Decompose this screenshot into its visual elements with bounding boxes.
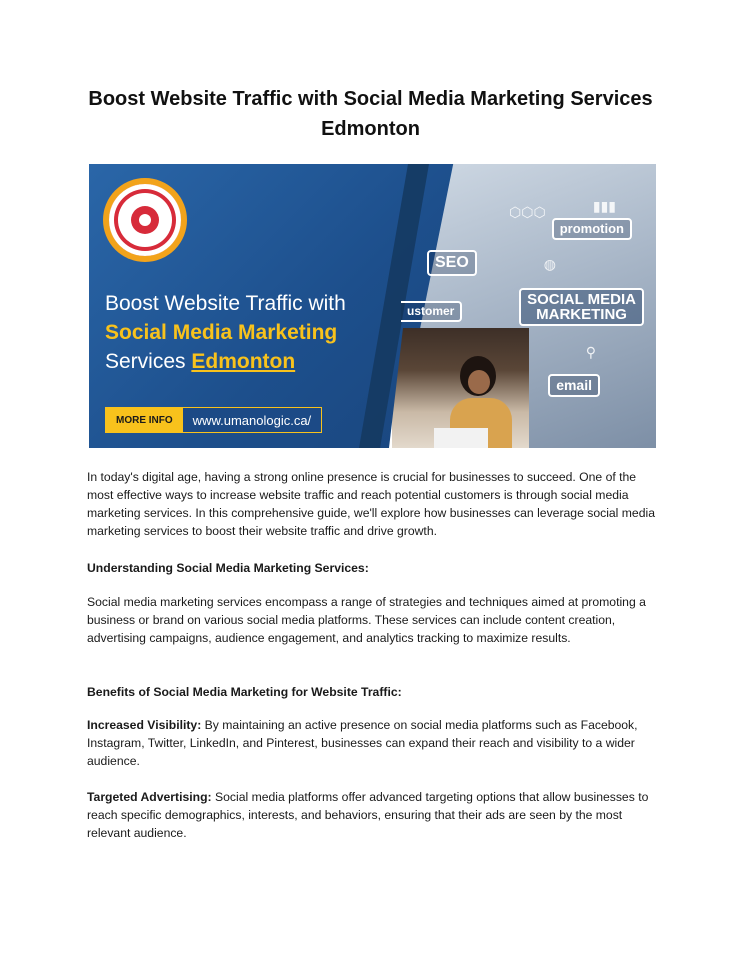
promotion-tag: promotion bbox=[552, 218, 632, 240]
hero-banner bbox=[89, 164, 656, 448]
banner-headline-line1: Boost Website Traffic with bbox=[105, 292, 346, 315]
benefit-body: Social media platforms offer advanced targeting options that allow businesses to reach specific demographics, interests, and behaviors, ensuring that their ads are seen by the most relevant audience. bbox=[87, 790, 649, 840]
laptop-icon bbox=[434, 428, 488, 448]
globe-icon: ◍ bbox=[543, 256, 556, 272]
page-title: Boost Website Traffic with Social Media Marketing Services Edmonton bbox=[88, 88, 653, 140]
customer-tag: ustomer bbox=[401, 301, 462, 322]
smm-line2: MARKETING bbox=[536, 306, 627, 323]
banner-headline-accent: Edmonton bbox=[191, 350, 296, 373]
logo-network-icon bbox=[131, 206, 159, 234]
company-logo bbox=[103, 178, 187, 262]
benefit-increased-visibility bbox=[87, 716, 657, 770]
more-info-label: MORE INFO bbox=[106, 408, 183, 432]
email-tag: email bbox=[548, 374, 600, 397]
hexagon-network-icon: ⬡⬡⬡ bbox=[509, 204, 546, 220]
benefit-body: By maintaining an active presence on social media platforms such as Facebook, Instagram, Twitter, LinkedIn, and Pinterest, businesses can expand their reach and visibility to a wider audience. bbox=[87, 718, 638, 768]
benefit-targeted-advertising bbox=[87, 788, 657, 842]
banner-headline-prefix: Services bbox=[105, 350, 192, 373]
search-icon: ⚲ bbox=[585, 344, 596, 360]
banner-headline-line3 bbox=[105, 348, 295, 376]
section-heading-understanding: Understanding Social Media Marketing Services: bbox=[87, 561, 369, 575]
section-heading-benefits: Benefits of Social Media Marketing for Website Traffic: bbox=[87, 685, 402, 699]
seo-tag: SEO bbox=[427, 250, 477, 276]
website-url: www.umanologic.ca/ bbox=[183, 408, 322, 432]
benefit-lead: Increased Visibility: bbox=[87, 718, 202, 732]
photo-face bbox=[468, 370, 490, 394]
woman-with-laptop-photo bbox=[389, 328, 529, 448]
benefit-lead: Targeted Advertising: bbox=[87, 790, 212, 804]
understanding-paragraph: Social media marketing services encompass a range of strategies and techniques aimed at promoting a business or brand on various social media platforms. These services can include content creation, advertising campaigns, audience engagement, and analytics tracking to maximize results. bbox=[87, 595, 646, 645]
smm-line1: SOCIAL MEDIA bbox=[527, 291, 636, 308]
intro-paragraph: In today's digital age, having a strong online presence is crucial for businesses to succeed. One of the most effective ways to increase website traffic and reach potential customers is through social media marketing services. In this comprehensive guide, we'll explore how businesses can leverage social media marketing services to boost their website traffic and drive growth. bbox=[87, 470, 655, 538]
social-media-marketing-tag bbox=[519, 288, 644, 326]
banner-headline-line2: Social Media Marketing bbox=[105, 321, 338, 344]
more-info-cta[interactable] bbox=[105, 407, 322, 433]
bar-chart-icon: ▮▮▮ bbox=[592, 198, 616, 214]
